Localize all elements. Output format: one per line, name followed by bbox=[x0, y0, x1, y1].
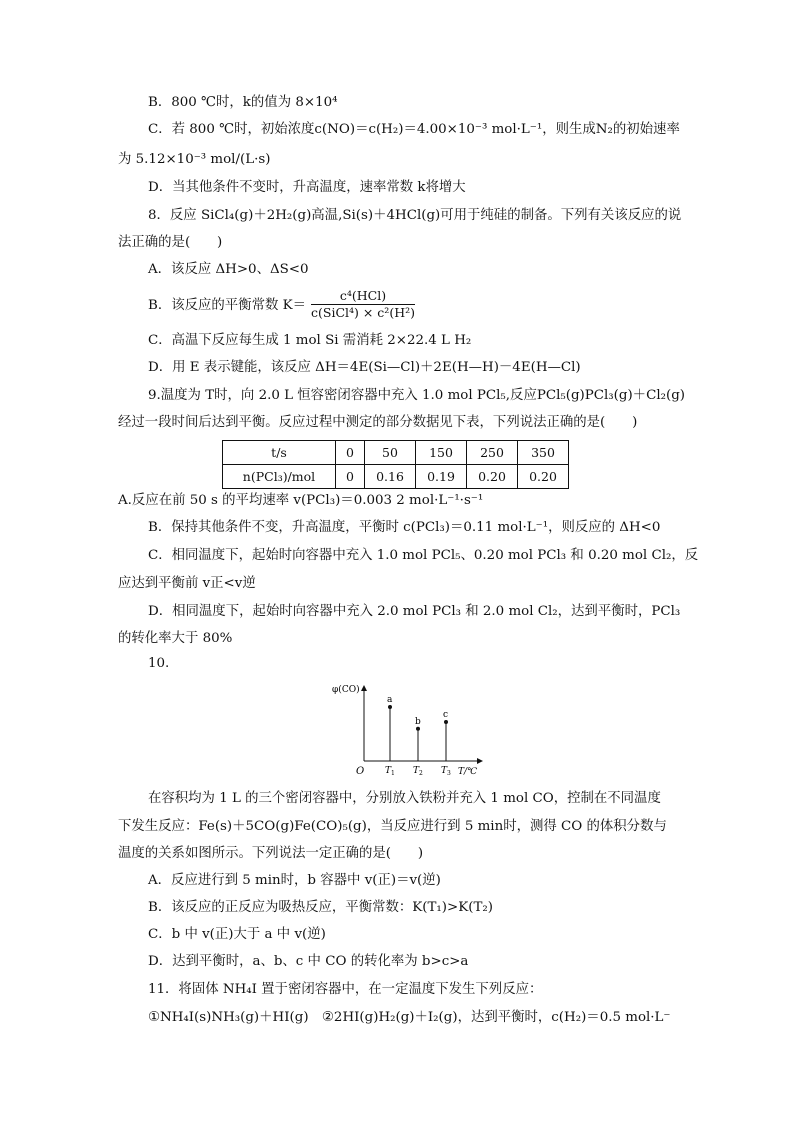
co-fraction-chart bbox=[330, 680, 490, 780]
q9-option-d-line2: 的转化率大于 80% bbox=[118, 631, 233, 646]
chart-marks bbox=[385, 695, 451, 777]
table-cell: 0.19 bbox=[416, 465, 467, 489]
q7-option-c-line2: 为 5.12×10⁻³ mol/(L·s) bbox=[118, 152, 271, 167]
q10-stem-line3: 温度的关系如图所示。下列说法一定正确的是( ) bbox=[118, 846, 424, 861]
data-label-c: c bbox=[443, 710, 449, 720]
q8-stem-line2: 法正确的是( ) bbox=[118, 235, 223, 250]
q8-option-c: C．高温下反应每生成 1 mol Si 需消耗 2×22.4 L H₂ bbox=[148, 333, 472, 348]
table-cell: 250 bbox=[467, 441, 518, 465]
data-label-b: b bbox=[415, 716, 421, 727]
table-cell: 0.16 bbox=[365, 465, 416, 489]
q10-option-a: A．反应进行到 5 min时，b 容器中 v(正)＝v(逆) bbox=[148, 873, 441, 888]
table-cell: 0.20 bbox=[518, 465, 569, 489]
q9-option-a: A.反应在前 50 s 的平均速率 v(PCl₃)＝0.003 2 mol·L⁻¹·s⁻¹ bbox=[118, 493, 484, 508]
q10-number: 10. bbox=[148, 656, 170, 671]
x-tick-label: $T_2$ bbox=[413, 766, 423, 777]
q7-option-d: D．当其他条件不变时，升高温度，速率常数 k将增大 bbox=[148, 180, 466, 195]
q7-option-c-line1: C．若 800 ℃时，初始浓度c(NO)＝c(H₂)＝4.00×10⁻³ mol·L⁻¹，则生成N₂的初始速率 bbox=[148, 122, 680, 137]
q7-option-b: B．800 ℃时，k的值为 8×10⁴ bbox=[148, 95, 338, 110]
q10-stem-line2: 下发生反应：Fe(s)＋5CO(g)Fe(CO)₅(g)，当反应进行到 5 min时，测得 CO 的体积分数与 bbox=[118, 819, 667, 834]
q8-option-b-prefix: B．该反应的平衡常数 K＝ bbox=[148, 298, 307, 313]
q9-option-b: B．保持其他条件不变，升高温度，平衡时 c(PCl₃)＝0.11 mol·L⁻¹，则反应的 ΔH<0 bbox=[148, 520, 661, 535]
q9-stem-line1: 9.温度为 T时，向 2.0 L 恒容密闭容器中充入 1.0 mol PCl₅,反应PCl₅(g)PCl₃(g)＋Cl₂(g) bbox=[148, 388, 685, 403]
q8-equilibrium-fraction bbox=[311, 288, 415, 321]
table-cell: 150 bbox=[416, 441, 467, 465]
x-tick-label: $T_3$ bbox=[441, 766, 451, 777]
origin-label: O bbox=[356, 766, 365, 777]
q9-option-d-line1: D．相同温度下，起始时向容器中充入 2.0 mol PCl₃ 和 2.0 mol Cl₂，达到平衡时，PCl₃ bbox=[148, 604, 681, 619]
q10-option-b: B．该反应的正反应为吸热反应，平衡常数：K(T₁)>K(T₂) bbox=[148, 900, 493, 915]
data-point-a bbox=[388, 705, 392, 709]
data-point-c bbox=[444, 720, 448, 724]
q9-data-table bbox=[222, 440, 569, 489]
q8-option-a: A．该反应 ΔH>0、ΔS<0 bbox=[148, 262, 309, 277]
q9-option-c-line1: C．相同温度下，起始时向容器中充入 1.0 mol PCl₅、0.20 mol PCl₃ 和 0.20 mol Cl₂，反 bbox=[148, 548, 699, 563]
q11-stem-line2: ①NH₄I(s)NH₃(g)＋HI(g) ②2HI(g)H₂(g)＋I₂(g)，达到平衡时，c(H₂)＝0.5 mol·L⁻ bbox=[148, 1010, 671, 1025]
table-cell: 0.20 bbox=[467, 465, 518, 489]
q9-option-c-line2: 应达到平衡前 v正<v逆 bbox=[118, 576, 256, 591]
q8-stem-line1: 8．反应 SiCl₄(g)＋2H₂(g)高温,Si(s)＋4HCl(g)可用于纯硅的制备。下列有关该反应的说 bbox=[148, 208, 682, 223]
table-cell: t/s bbox=[223, 441, 336, 465]
fraction-numerator: c⁴(HCl) bbox=[339, 288, 387, 303]
q10-option-d: D．达到平衡时，a、b、c 中 CO 的转化率为 b>c>a bbox=[148, 954, 469, 969]
y-axis-label: φ(CO) bbox=[332, 685, 360, 695]
q10-stem-line1: 在容积均为 1 L 的三个密闭容器中，分别放入铁粉并充入 1 mol CO，控制在不同温度 bbox=[148, 791, 661, 806]
data-label-a: a bbox=[387, 695, 393, 705]
table-cell: 50 bbox=[365, 441, 416, 465]
q10-option-c: C．b 中 v(正)大于 a 中 v(逆) bbox=[148, 927, 326, 942]
q8-option-d: D．用 E 表示键能，该反应 ΔH＝4E(Si—Cl)＋2E(H—H)－4E(H—Cl) bbox=[148, 360, 581, 375]
data-point-b bbox=[416, 727, 420, 731]
x-axis-label: T/℃ bbox=[458, 767, 478, 777]
table-row bbox=[223, 441, 569, 465]
table-cell: 0 bbox=[336, 465, 365, 489]
table-cell: n(PCl₃)/mol bbox=[223, 465, 336, 489]
table-cell: 350 bbox=[518, 441, 569, 465]
q9-stem-line2: 经过一段时间后达到平衡。反应过程中测定的部分数据见下表，下列说法正确的是( ) bbox=[118, 415, 638, 430]
table-cell: 0 bbox=[336, 441, 365, 465]
table-row bbox=[223, 465, 569, 489]
x-tick-label: $T_1$ bbox=[385, 766, 395, 777]
fraction-denominator: c(SiCl⁴) × c²(H²) bbox=[311, 305, 415, 320]
q11-stem-line1: 11．将固体 NH₄I 置于密闭容器中，在一定温度下发生下列反应： bbox=[148, 982, 543, 997]
